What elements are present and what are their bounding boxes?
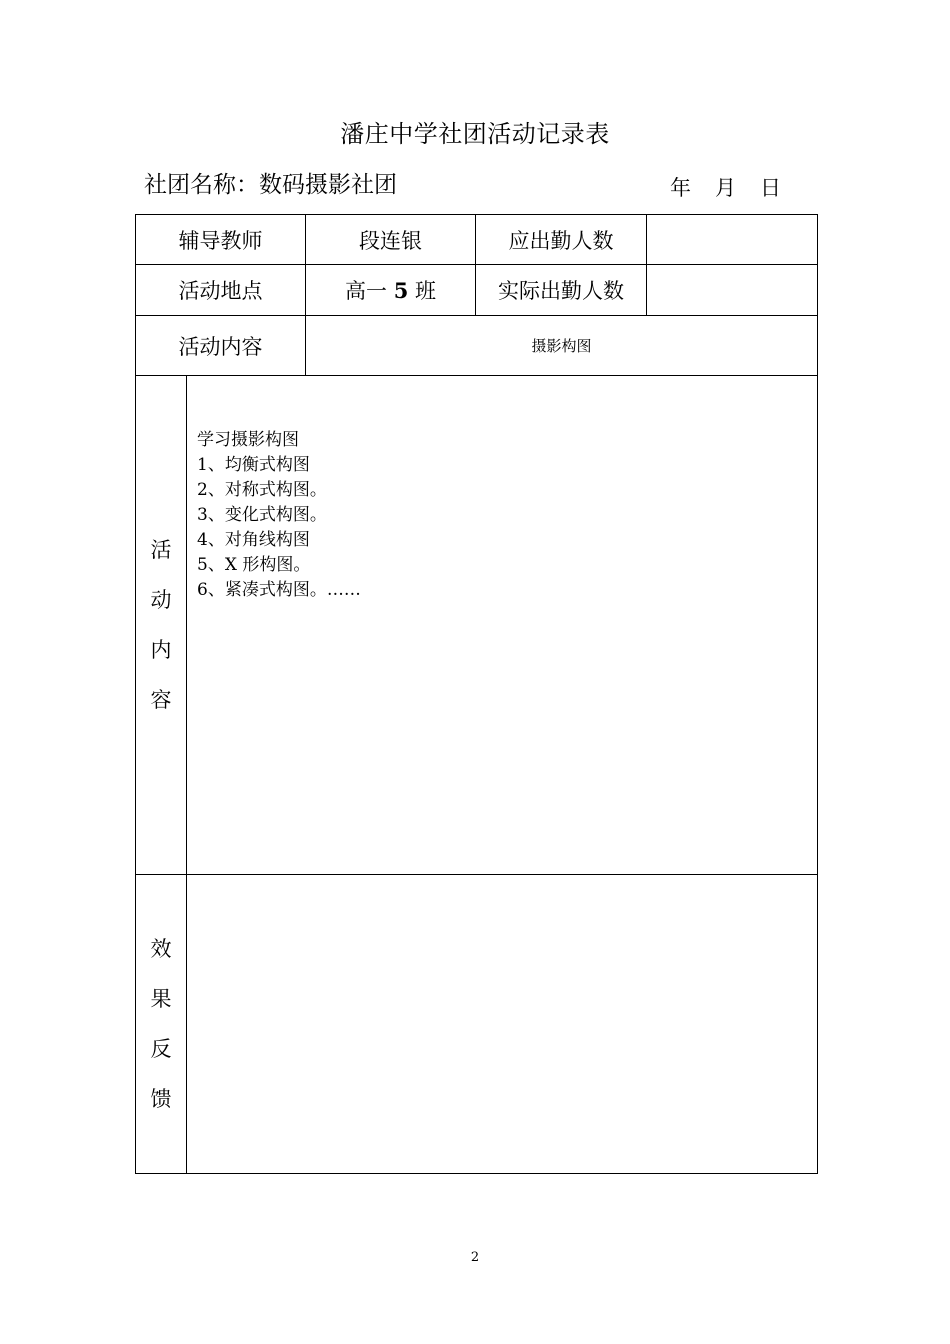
location-value [306,265,476,316]
activity-content-list [187,376,817,603]
club-name-value: 数码摄影社团 [259,172,397,198]
list-item: 学习摄影构图 [197,430,299,450]
list-item: 6、紧凑式构图。…… [197,580,361,600]
club-name-line [144,166,397,199]
list-item: 2、对称式构图。 [197,480,327,500]
list-item: 4、对角线构图 [197,530,310,550]
year-label: 年 [670,176,691,200]
location-label: 活动地点 [136,265,306,316]
activity-content-cell[interactable] [187,376,818,875]
activity-record-table [135,214,818,1174]
list-item: 3、变化式构图。 [197,505,327,525]
day-label: 日 [760,176,781,200]
document-title: 潘庄中学社团活动记录表 [340,120,610,148]
location-prefix: 高一 [345,279,387,303]
actual-attendance-label: 实际出勤人数 [476,265,647,316]
location-number: 5 [393,278,409,303]
table-row [136,316,818,376]
club-name-label: 社团名称： [144,172,259,198]
topic-label: 活动内容 [136,316,306,376]
expected-attendance-value[interactable] [647,215,818,265]
advisor-value: 段连银 [306,215,476,265]
list-item: 1、均衡式构图 [197,455,310,475]
table-row [136,875,818,1174]
advisor-label: 辅导教师 [136,215,306,265]
date-line [670,172,781,202]
page-number: 2 [470,1250,480,1265]
feedback-label: 效果反馈 [150,937,172,1111]
table-row [136,215,818,265]
topic-value: 摄影构图 [306,316,818,376]
month-label: 月 [715,176,736,200]
location-suffix: 班 [415,279,436,303]
list-item: 5、X 形构图。 [197,555,311,575]
activity-content-label-cell [136,376,187,875]
feedback-label-cell [136,875,187,1174]
feedback-content-cell[interactable] [187,875,818,1174]
activity-content-label: 活动内容 [150,538,172,712]
table-row [136,376,818,875]
actual-attendance-value[interactable] [647,265,818,316]
table-row [136,265,818,316]
expected-attendance-label: 应出勤人数 [476,215,647,265]
